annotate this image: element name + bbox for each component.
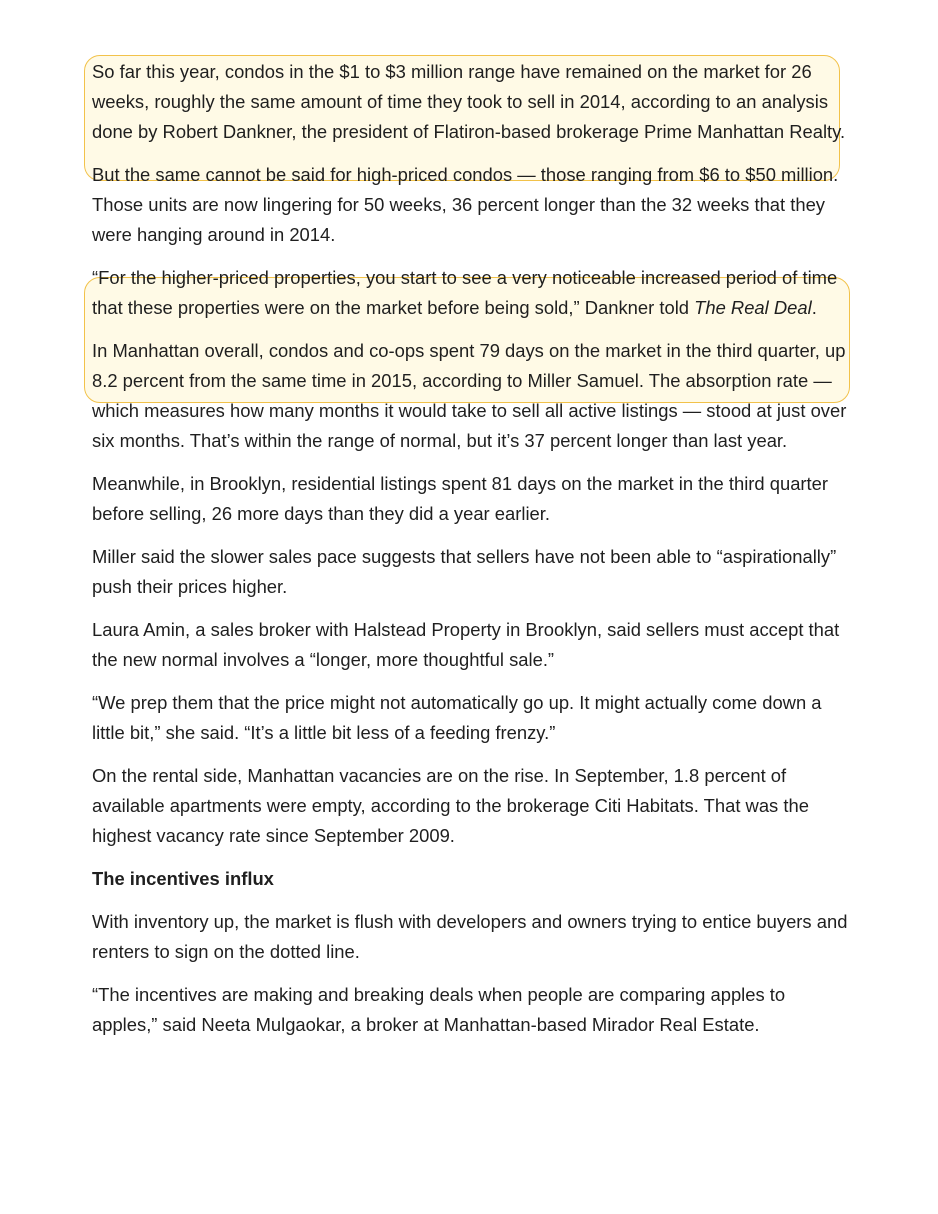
paragraph-inventory: With inventory up, the market is flush with developers and owners trying to entice buyers and renters to sign on the dotted line. bbox=[92, 911, 848, 962]
paragraph-miller: Miller said the slower sales pace suggests that sellers have not been able to “aspirationally” push their prices higher. bbox=[92, 546, 837, 597]
paragraph-laura-amin: Laura Amin, a sales broker with Halstead Property in Brooklyn, said sellers must accept that the new normal involves a “longer, more thoughtful sale.” bbox=[92, 619, 840, 670]
paragraph-mulgaokar-quote: “The incentives are making and breaking deals when people are comparing apples to apples,” said Neeta Mulgaokar, a broker at Manhattan-based Mirador Real Estate. bbox=[92, 984, 786, 1035]
quote-end: . bbox=[811, 297, 817, 318]
article-body bbox=[92, 57, 848, 1053]
paragraph-condo-range: So far this year, condos in the $1 to $3 million range have remained on the market for 26 weeks, roughly the same amount of time they took to sell in 2014, according to an analysis done by Robert Dankner, the president of Flatiron-based brokerage Prime Manhattan Realty. bbox=[92, 61, 846, 142]
paragraph-rental-side: On the rental side, Manhattan vacancies are on the rise. In September, 1.8 percent of available apartments were empty, according to the brokerage Citi Habitats. That was the highest vacancy rate since September 2009. bbox=[92, 765, 809, 846]
paragraph-brooklyn: Meanwhile, in Brooklyn, residential listings spent 81 days on the market in the third quarter before selling, 26 more days than they did a year earlier. bbox=[92, 473, 829, 524]
publication-name: The Real Deal bbox=[694, 297, 812, 318]
paragraph-high-priced-condos: But the same cannot be said for high-priced condos — those ranging from $6 to $50 million. Those units are now lingering for 50 weeks, 36 percent longer than the 32 weeks that they were hanging around in 2014. bbox=[92, 164, 839, 245]
quote-text: “For the higher-priced properties, you start to see a very noticeable increased period of time that these properties were on the market before being sold,” Dankner told bbox=[92, 267, 838, 318]
paragraph-manhattan-overall: In Manhattan overall, condos and co-ops spent 79 days on the market in the third quarter, up 8.2 percent from the same time in 2015, according to Miller Samuel. The absorption rate — which measures how many months it would take to sell all active listings — stood at just over six months. That’s within the range of normal, but it’s 37 percent longer than last year. bbox=[92, 340, 847, 451]
paragraph-dankner-quote bbox=[92, 263, 848, 323]
paragraph-prep-quote: “We prep them that the price might not automatically go up. It might actually come down a little bit,” she said. “It’s a little bit less of a feeding frenzy.” bbox=[92, 692, 822, 743]
section-heading-incentives: The incentives influx bbox=[92, 868, 274, 889]
